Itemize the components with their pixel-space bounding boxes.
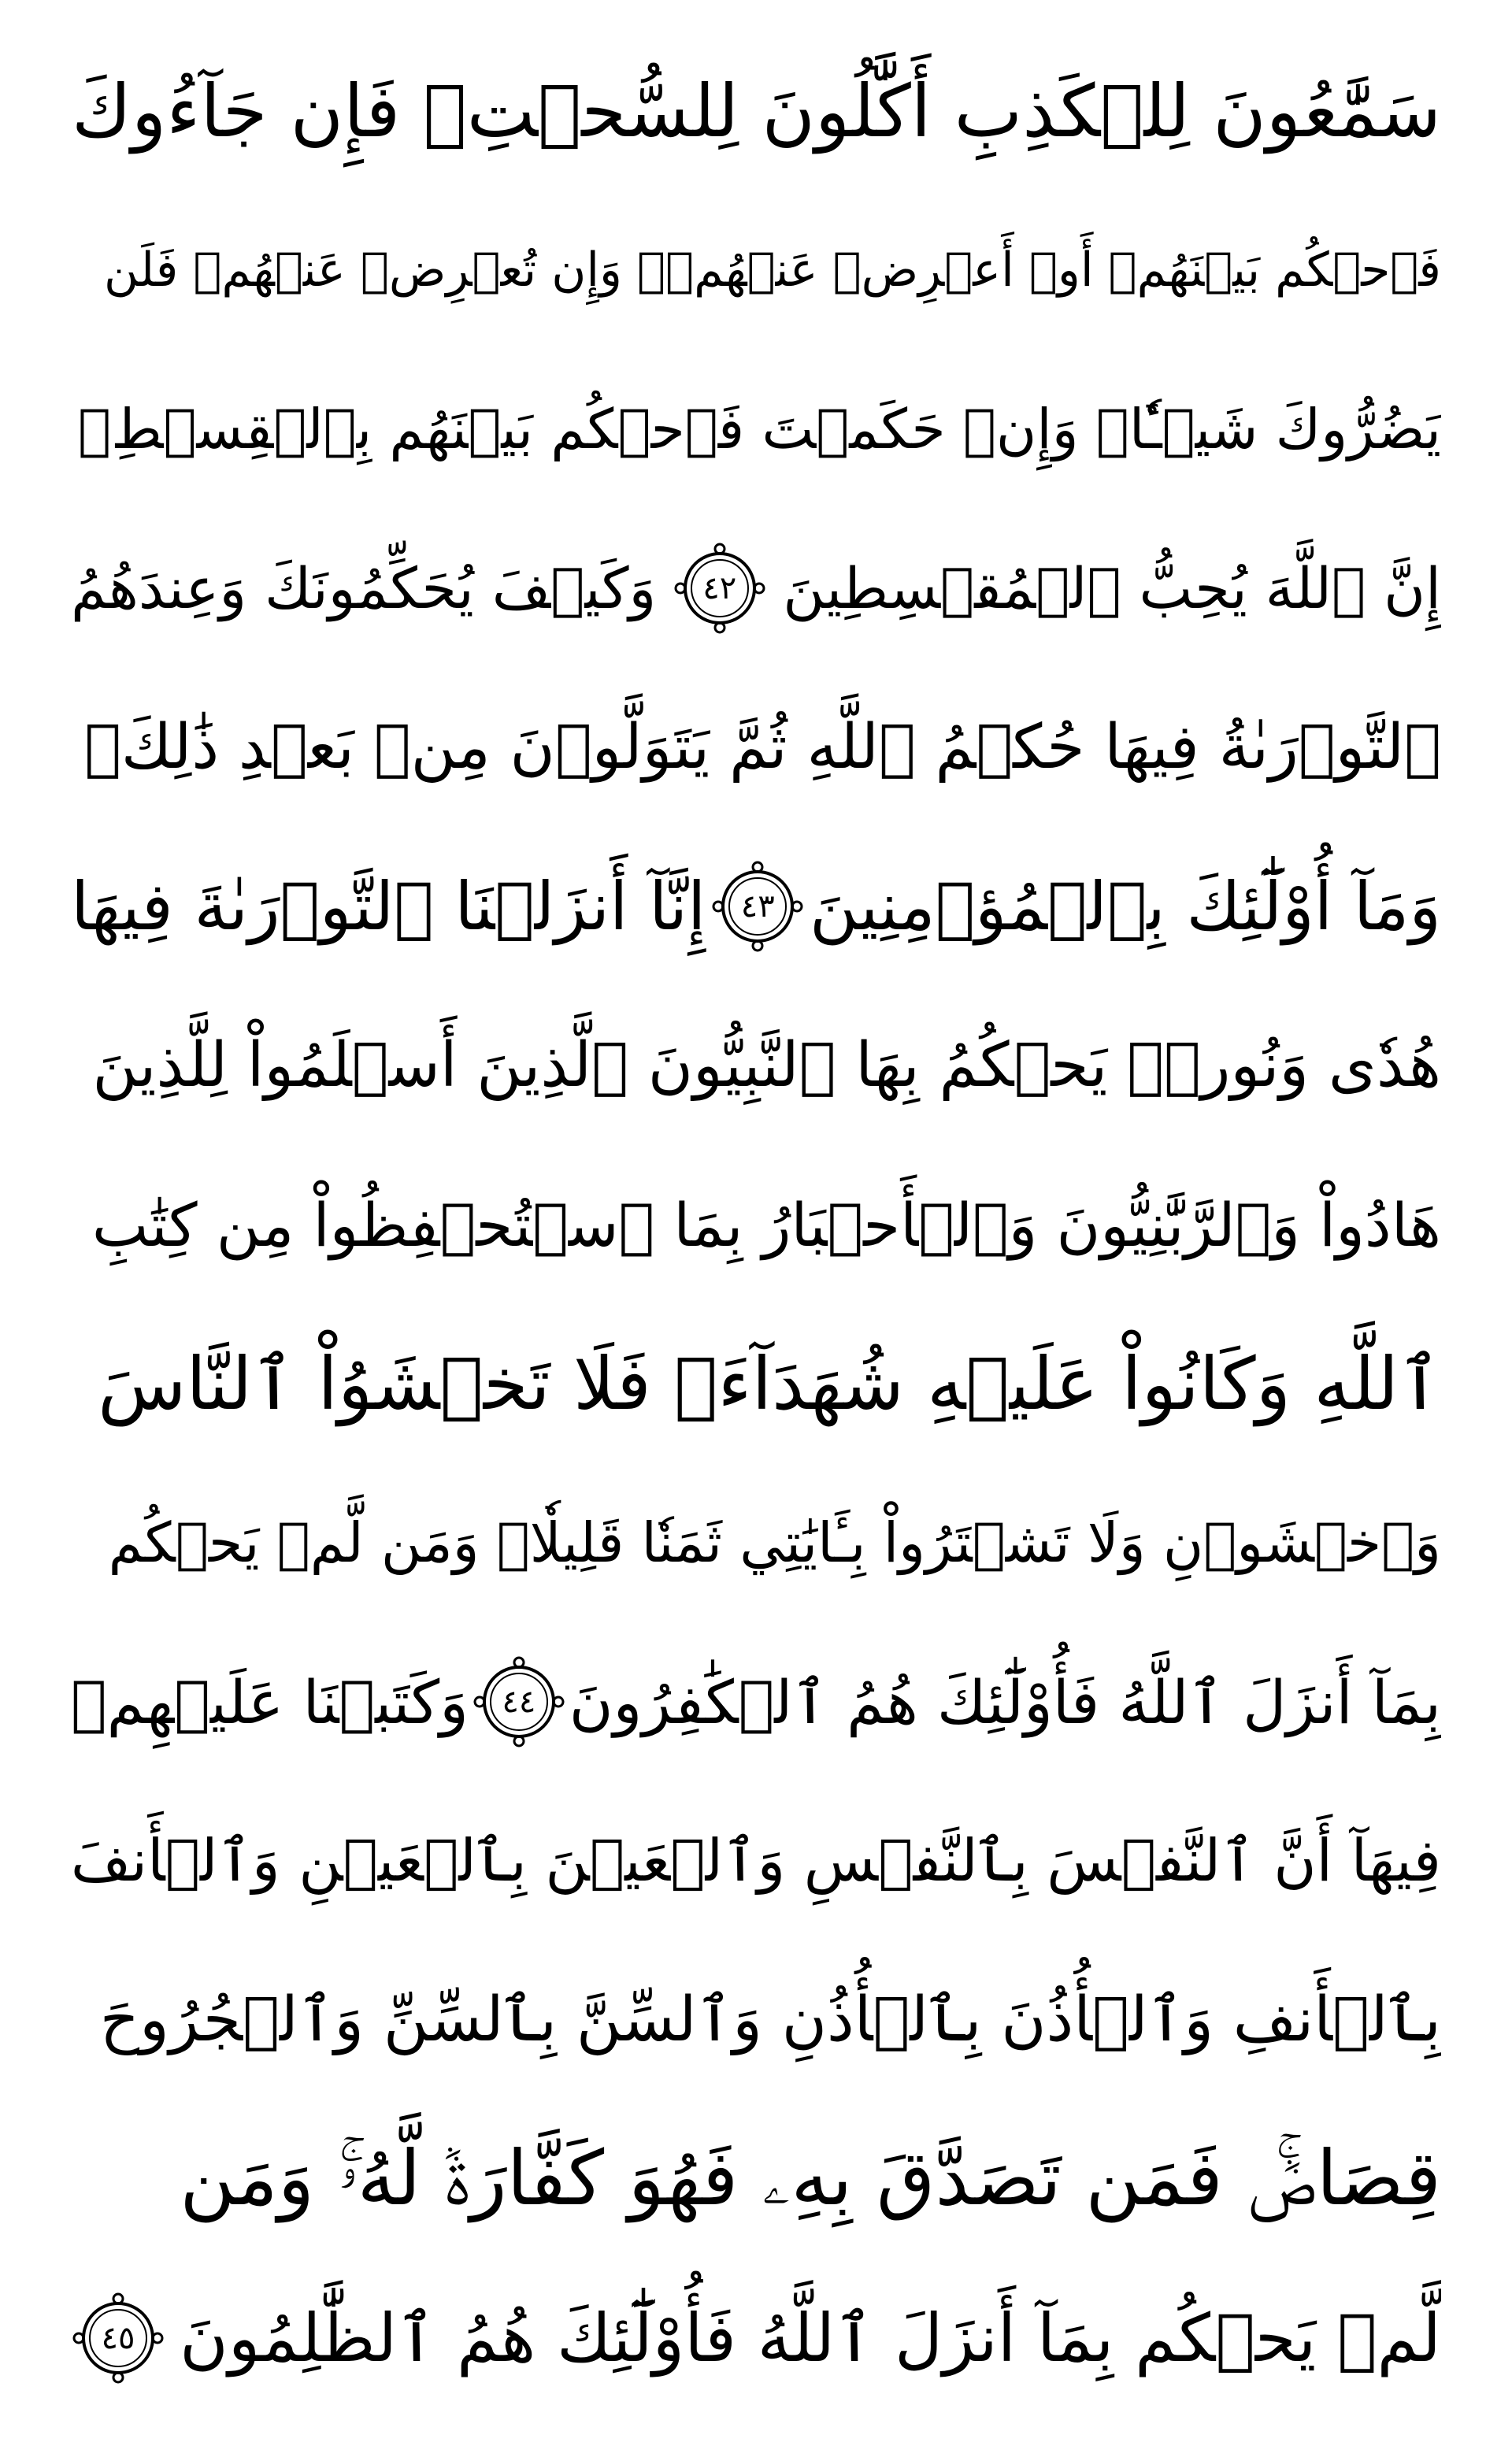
ayah-number-marker	[710, 859, 805, 954]
verse-text: وَٱخۡشَوۡنِ وَلَا تَشۡتَرُواْ بِـَٔايَٰتِي ثَمَنٗا قَلِيلٗاۚ وَمَن لَّمۡ يَحۡكُم	[108, 1510, 1441, 1575]
verse-line	[71, 668, 1441, 827]
verse-line	[71, 986, 1441, 1145]
verse-text: إِنَّ ٱللَّهَ يُحِبُّ ٱلۡمُقۡسِطِينَ	[783, 555, 1441, 621]
verse-text: بِٱلۡأَنفِ وَٱلۡأُذُنَ بِٱلۡأُذُنِ وَٱلسِّنَّ بِٱلسِّنِّ وَٱلۡجُرُوحَ	[99, 1985, 1441, 2055]
ayah-number: ٤٢	[702, 570, 737, 606]
verse-text: قِصَاصٞۚ فَمَن تَصَدَّقَ بِهِۦ فَهُوَ كَفَّارَةٞ لَّهُۥۚ وَمَن	[180, 2134, 1441, 2222]
ayah-number: ٤٣	[740, 888, 775, 925]
verse-text: لَّمۡ يَحۡكُم بِمَآ أَنزَلَ ٱللَّهُ فَأُوْلَٰٓئِكَ هُمُ ٱلظَّٰلِمُونَ	[180, 2300, 1441, 2377]
verse-text: هَادُواْ وَٱلرَّبَّٰنِيُّونَ وَٱلۡأَحۡبَارُ بِمَا ٱسۡتُحۡفِظُواْ مِن كِتَٰبِ	[91, 1189, 1441, 1260]
verse-text: ٱللَّهِ وَكَانُواْ عَلَيۡهِ شُهَدَآءَۚ فَلَا تَخۡشَوُاْ ٱلنَّاسَ	[98, 1341, 1441, 1426]
verse-line	[71, 1145, 1441, 1304]
verse-text: ٱلتَّوۡرَىٰةُ فِيهَا حُكۡمُ ٱللَّهِ ثُمَّ يَتَوَلَّوۡنَ مِنۢ بَعۡدِ ذَٰلِكَۚ	[84, 712, 1441, 783]
ayah-number: ٤٥	[101, 2320, 135, 2356]
verse-line	[71, 1940, 1441, 2099]
verse-text: إِنَّآ أَنزَلۡنَا ٱلتَّوۡرَىٰةَ فِيهَا	[71, 868, 706, 945]
verse-text: وَكَتَبۡنَا عَلَيۡهِمۡ	[71, 1666, 469, 1737]
verse-line	[71, 32, 1441, 191]
verse-text: يَضُرُّوكَ شَيۡـٔٗاۖ وَإِنۡ حَكَمۡتَ فَٱحۡكُم بَيۡنَهُم بِٱلۡقِسۡطِۚ	[78, 397, 1441, 461]
verse-text: وَكَيۡفَ يُحَكِّمُونَكَ وَعِندَهُمُ	[71, 555, 657, 621]
verse-line	[71, 509, 1441, 668]
verse-text: وَمَآ أُوْلَٰٓئِكَ بِٱلۡمُؤۡمِنِينَ	[810, 868, 1441, 945]
ayah-number-marker	[71, 2291, 165, 2385]
verse-text: سَمَّٰعُونَ لِلۡكَذِبِ أَكَّٰلُونَ لِلسُّحۡتِۚ فَإِن جَآءُوكَ	[72, 69, 1441, 154]
verse-line	[71, 1622, 1441, 1781]
ayah-number-marker	[673, 541, 767, 636]
verse-text: فَٱحۡكُم بَيۡنَهُمۡ أَوۡ أَعۡرِضۡ عَنۡهُمۡۖ وَإِن تُعۡرِضۡ عَنۡهُمۡ فَلَن	[104, 243, 1441, 298]
ayah-number-marker	[472, 1655, 566, 1749]
verse-lines	[71, 32, 1441, 2426]
verse-line	[71, 2099, 1441, 2259]
verse-line	[71, 350, 1441, 509]
verse-line	[71, 1304, 1441, 1463]
verse-line	[71, 2259, 1441, 2418]
verse-line	[71, 827, 1441, 986]
verse-text: بِمَآ أَنزَلَ ٱللَّهُ فَأُوْلَٰٓئِكَ هُمُ ٱلۡكَٰفِرُونَ	[569, 1666, 1441, 1737]
verse-line	[71, 1781, 1441, 1940]
ayah-number: ٤٤	[502, 1684, 536, 1720]
verse-line	[71, 191, 1441, 350]
verse-text: فِيهَآ أَنَّ ٱلنَّفۡسَ بِٱلنَّفۡسِ وَٱلۡعَيۡنَ بِٱلۡعَيۡنِ وَٱلۡأَنفَ	[71, 1827, 1441, 1895]
verse-text: هُدٗى وَنُورٞۚ يَحۡكُمُ بِهَا ٱلنَّبِيُّونَ ٱلَّذِينَ أَسۡلَمُواْ لِلَّذِينَ	[92, 1030, 1441, 1101]
verse-line	[71, 1463, 1441, 1622]
